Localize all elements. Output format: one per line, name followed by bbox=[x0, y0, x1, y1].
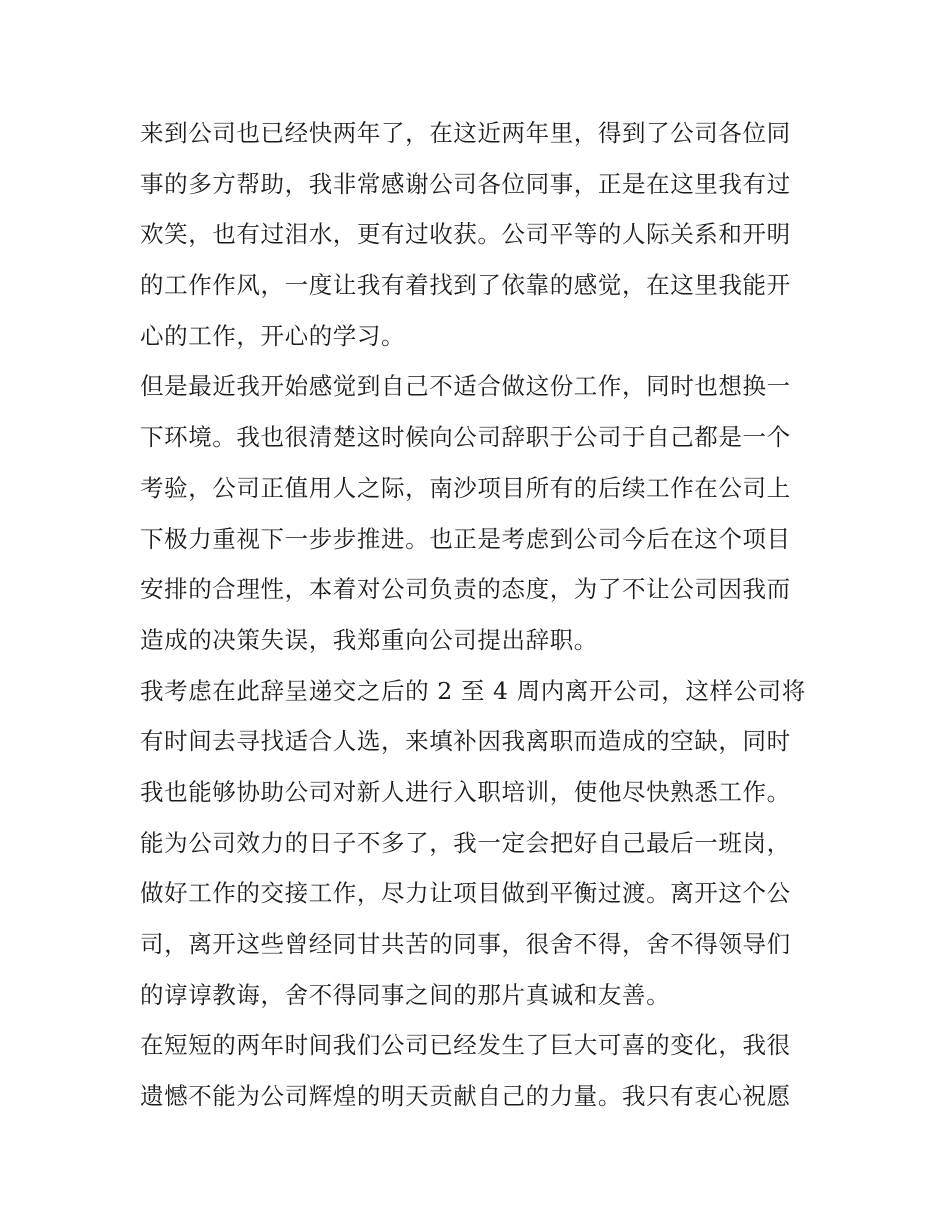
text-line: 的谆谆教诲，舍不得同事之间的那片真诚和友善。 bbox=[140, 980, 671, 1009]
text-line: 事的多方帮助，我非常感谢公司各位同事，正是在这里我有过 bbox=[140, 169, 791, 198]
paragraph-4 bbox=[140, 818, 820, 1021]
text-line: 但是最近我开始感觉到自己不适合做这份工作，同时也想换一 bbox=[140, 372, 791, 401]
text-line: 做好工作的交接工作，尽力让项目做到平衡过渡。离开这个公 bbox=[140, 879, 791, 908]
text-line: 下环境。我也很清楚这时候向公司辞职于公司于自己都是一个 bbox=[140, 423, 791, 452]
text-line: 考验，公司正值用人之际，南沙项目所有的后续工作在公司上 bbox=[140, 473, 791, 502]
text-line: 能为公司效力的日子不多了，我一定会把好自己最后一班岗， bbox=[140, 828, 791, 857]
text-line: 来到公司也已经快两年了，在这近两年里，得到了公司各位同 bbox=[140, 119, 791, 147]
text-line: 司，离开这些曾经同甘共苦的同事，很舍不得，舍不得领导们 bbox=[140, 930, 791, 958]
text-line: 我考虑在此辞呈递交之后的 2 至 4 周内离开公司，这样公司将 bbox=[140, 676, 806, 705]
text-line: 欢笑，也有过泪水，更有过收获。公司平等的人际关系和开明 bbox=[140, 220, 791, 249]
document-body bbox=[140, 108, 820, 1122]
text-line: 有时间去寻找适合人选，来填补因我离职而造成的空缺，同时 bbox=[140, 727, 791, 756]
paragraph-5 bbox=[140, 1020, 820, 1121]
text-line: 的工作作风，一度让我有着找到了依靠的感觉，在这里我能开 bbox=[140, 271, 791, 300]
paragraph-2 bbox=[140, 361, 820, 665]
text-line: 安排的合理性，本着对公司负责的态度，为了不让公司因我而 bbox=[140, 575, 791, 604]
text-line: 心的工作，开心的学习。 bbox=[140, 321, 406, 350]
text-line: 遗憾不能为公司辉煌的明天贡献自己的力量。我只有衷心祝愿 bbox=[140, 1082, 791, 1111]
text-line: 造成的决策失误，我郑重向公司提出辞职。 bbox=[140, 625, 598, 654]
text-line: 下极力重视下一步步推进。也正是考虑到公司今后在这个项目 bbox=[140, 524, 791, 553]
paragraph-1 bbox=[140, 108, 820, 361]
text-line: 在短短的两年时间我们公司已经发生了巨大可喜的变化，我很 bbox=[140, 1031, 791, 1060]
paragraph-3 bbox=[140, 666, 820, 818]
text-line: 我也能够协助公司对新人进行入职培训，使他尽快熟悉工作。 bbox=[140, 777, 791, 806]
